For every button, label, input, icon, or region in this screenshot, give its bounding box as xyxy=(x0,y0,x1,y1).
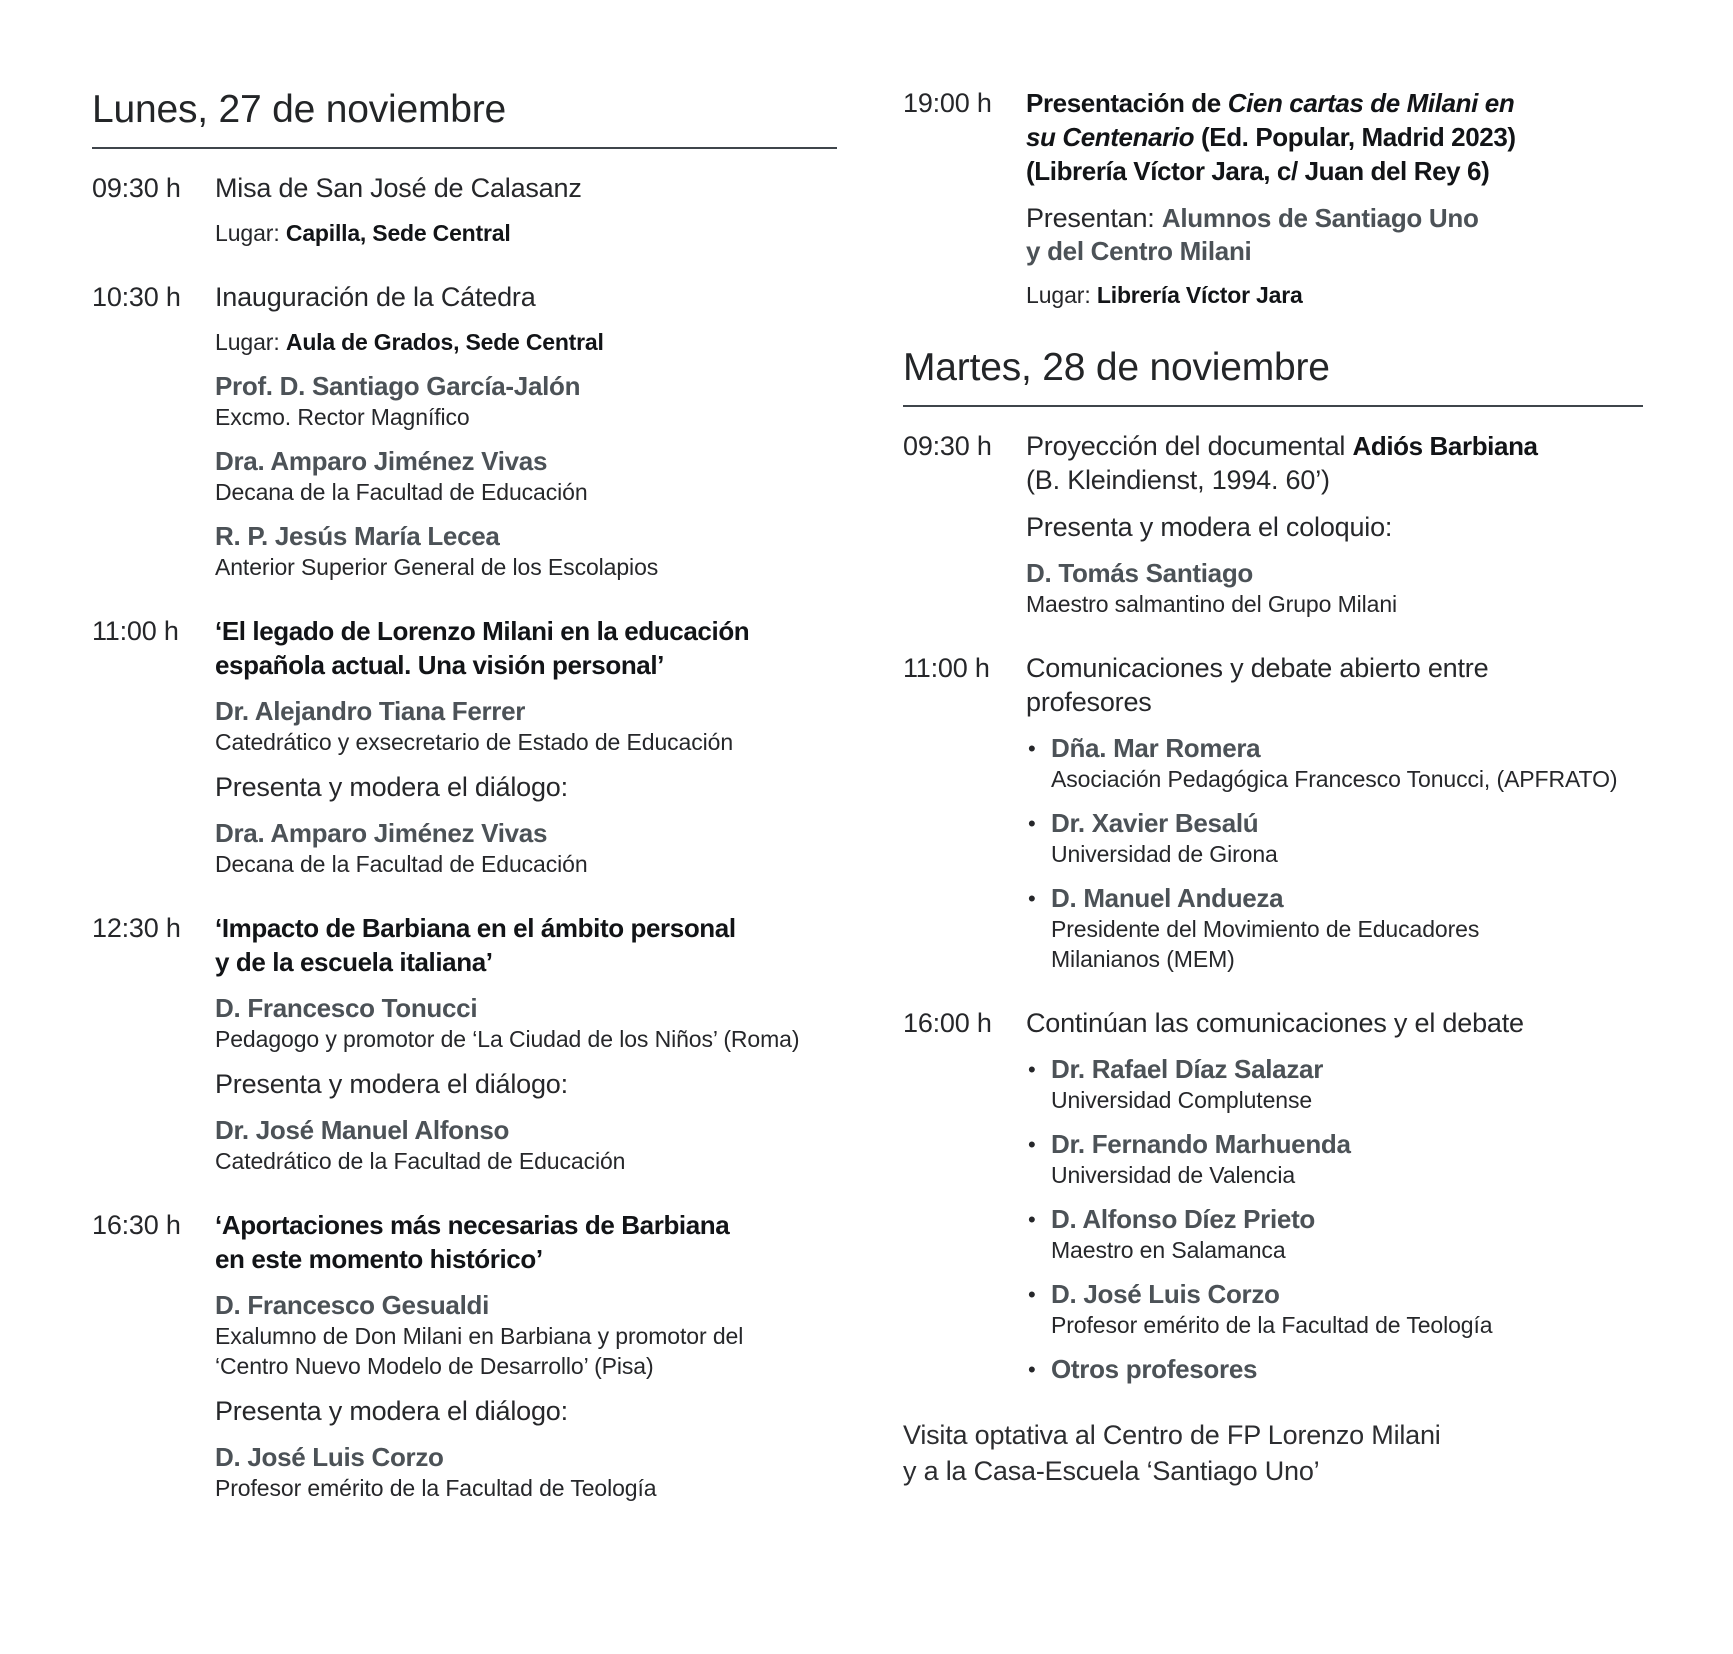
text-line xyxy=(215,1441,837,1473)
event-time: 10:30 h xyxy=(92,282,181,312)
text-segment: Lugar: xyxy=(215,329,286,355)
text-line xyxy=(215,1473,837,1503)
text-segment: Presenta y modera el diálogo: xyxy=(215,1069,568,1099)
schedule-event xyxy=(903,1006,1643,1385)
text-line xyxy=(1051,1128,1643,1160)
schedule-event xyxy=(903,651,1643,974)
text-segment: Dr. Rafael Díaz Salazar xyxy=(1051,1054,1324,1084)
text-line xyxy=(215,402,837,432)
text-line xyxy=(215,849,837,879)
text-line xyxy=(215,945,837,979)
text-segment: Continúan las comunicaciones y el debate xyxy=(1026,1008,1524,1038)
text-line xyxy=(1051,1203,1643,1235)
event-group xyxy=(215,614,837,682)
event-group xyxy=(215,1394,837,1428)
text-line xyxy=(1051,1310,1643,1340)
text-line xyxy=(215,695,837,727)
text-line xyxy=(215,1242,837,1276)
text-segment: Otros profesores xyxy=(1051,1354,1258,1384)
schedule-event xyxy=(903,429,1643,619)
event-group xyxy=(215,1208,837,1276)
speaker-bullet-item xyxy=(1026,732,1643,794)
text-segment: Comunicaciones y debate abierto entre xyxy=(1026,653,1489,683)
event-group xyxy=(215,171,837,205)
schedule-event xyxy=(92,614,837,879)
event-group xyxy=(1026,1006,1643,1040)
text-line xyxy=(215,1024,837,1054)
text-line: y a la Casa-Escuela ‘Santiago Uno’ xyxy=(903,1456,1320,1486)
text-line xyxy=(1026,280,1643,310)
text-line xyxy=(1051,807,1643,839)
event-group xyxy=(215,1441,837,1503)
column-monday xyxy=(92,86,837,1535)
text-segment: Dra. Amparo Jiménez Vivas xyxy=(215,446,548,476)
bullet-dot-icon: • xyxy=(1028,1357,1036,1382)
text-segment: D. José Luis Corzo xyxy=(1051,1279,1280,1309)
text-segment: Prof. D. Santiago García-Jalón xyxy=(215,371,581,401)
text-line xyxy=(1051,1353,1643,1385)
text-segment: Pedagogo y promotor de ‘La Ciudad de los Niños’ (Roma) xyxy=(215,1026,800,1052)
text-line xyxy=(215,614,837,648)
text-segment: Alumnos de Santiago Uno xyxy=(1161,203,1479,233)
text-line xyxy=(1051,1278,1643,1310)
text-line xyxy=(215,727,837,757)
event-group xyxy=(215,327,837,357)
text-line xyxy=(1026,651,1643,685)
speaker-bullet-item xyxy=(1026,1128,1643,1190)
text-segment: Dra. Amparo Jiménez Vivas xyxy=(215,818,548,848)
text-segment: D. José Luis Corzo xyxy=(215,1442,444,1472)
event-time: 09:30 h xyxy=(903,431,992,461)
speaker-bullet-item xyxy=(1026,1278,1643,1340)
text-line xyxy=(215,1321,837,1351)
text-line xyxy=(215,1289,837,1321)
event-group xyxy=(215,695,837,757)
text-segment: Decana de la Facultad de Educación xyxy=(215,479,588,505)
event-time: 11:00 h xyxy=(92,616,179,646)
event-group xyxy=(1026,510,1643,544)
text-line xyxy=(1051,882,1643,914)
event-group xyxy=(215,370,837,432)
text-segment: Dr. Xavier Besalú xyxy=(1051,808,1259,838)
text-segment: Presenta y modera el coloquio: xyxy=(1026,512,1393,542)
text-line xyxy=(215,218,837,248)
event-time: 11:00 h xyxy=(903,653,990,683)
schedule-event xyxy=(903,86,1643,310)
text-line xyxy=(215,1208,837,1242)
text-segment: D. Tomás Santiago xyxy=(1026,558,1254,588)
event-content xyxy=(215,614,837,879)
event-group xyxy=(215,817,837,879)
text-segment: Asociación Pedagógica Francesco Tonucci, (APFRATO) xyxy=(1051,766,1618,792)
text-line xyxy=(1051,1053,1643,1085)
text-segment: ‘El legado de Lorenzo Milani en la educación xyxy=(215,616,750,646)
text-line xyxy=(215,1067,837,1101)
speaker-bullet-item xyxy=(1026,807,1643,869)
text-line: Visita optativa al Centro de FP Lorenzo Milani xyxy=(903,1420,1441,1450)
text-line xyxy=(215,445,837,477)
text-line xyxy=(215,1394,837,1428)
event-group xyxy=(215,445,837,507)
text-line xyxy=(1026,154,1643,188)
text-line xyxy=(215,817,837,849)
text-segment: Proyección del documental xyxy=(1026,431,1353,461)
text-segment: Maestro en Salamanca xyxy=(1051,1237,1286,1263)
text-line xyxy=(1026,235,1643,267)
text-segment: Milanianos (MEM) xyxy=(1051,946,1235,972)
event-time: 19:00 h xyxy=(903,88,992,118)
event-group xyxy=(215,770,837,804)
event-content xyxy=(215,1208,837,1503)
text-segment: D. Francesco Tonucci xyxy=(215,993,478,1023)
text-line xyxy=(1051,764,1643,794)
text-segment: profesores xyxy=(1026,687,1152,717)
bullet-dot-icon: • xyxy=(1028,886,1036,911)
event-group xyxy=(215,1289,837,1381)
text-segment: española actual. Una visión personal’ xyxy=(215,650,665,680)
event-group xyxy=(215,1114,837,1176)
text-segment: Cien cartas de Milani en xyxy=(1227,88,1515,118)
event-group xyxy=(215,992,837,1054)
text-line xyxy=(1026,201,1643,235)
schedule-event xyxy=(92,280,837,582)
text-segment: Dr. José Manuel Alfonso xyxy=(215,1115,510,1145)
day-header: Lunes, 27 de noviembre xyxy=(92,86,837,149)
text-line xyxy=(215,1351,837,1381)
day-header: Martes, 28 de noviembre xyxy=(903,344,1643,407)
event-group xyxy=(1026,201,1643,267)
text-line xyxy=(215,520,837,552)
text-segment: Profesor emérito de la Facultad de Teología xyxy=(215,1475,657,1501)
text-segment: Dña. Mar Romera xyxy=(1051,733,1261,763)
event-group xyxy=(1026,429,1643,497)
bullet-dot-icon: • xyxy=(1028,1132,1036,1157)
event-content xyxy=(215,171,837,248)
event-time: 16:30 h xyxy=(92,1210,181,1240)
text-line xyxy=(1051,914,1643,944)
text-line xyxy=(215,370,837,402)
text-line xyxy=(215,477,837,507)
text-line xyxy=(1026,557,1643,589)
schedule-event xyxy=(92,1208,837,1503)
text-segment: Aula de Grados, Sede Central xyxy=(285,329,604,355)
text-line xyxy=(215,327,837,357)
text-line xyxy=(1026,86,1643,120)
text-line xyxy=(1026,510,1643,544)
text-segment: y de la escuela italiana’ xyxy=(215,947,493,977)
text-line xyxy=(1051,732,1643,764)
speaker-bullet-item xyxy=(1026,1053,1643,1115)
text-segment: Inauguración de la Cátedra xyxy=(215,282,536,312)
bullet-dot-icon: • xyxy=(1028,1207,1036,1232)
text-segment: Adiós Barbiana xyxy=(1352,431,1538,461)
event-content xyxy=(1026,1006,1643,1385)
text-segment: Maestro salmantino del Grupo Milani xyxy=(1026,591,1398,617)
text-segment: Dr. Fernando Marhuenda xyxy=(1051,1129,1351,1159)
text-line xyxy=(1026,589,1643,619)
text-line xyxy=(215,552,837,582)
text-line xyxy=(1051,1085,1643,1115)
text-segment: Librería Víctor Jara xyxy=(1096,282,1303,308)
text-segment: Exalumno de Don Milani en Barbiana y promotor del xyxy=(215,1323,744,1349)
text-segment: Excmo. Rector Magnífico xyxy=(215,404,470,430)
text-line xyxy=(1026,120,1643,154)
text-segment: su Centenario xyxy=(1026,122,1201,152)
text-segment: Dr. Alejandro Tiana Ferrer xyxy=(215,696,526,726)
text-line xyxy=(1051,839,1643,869)
event-group xyxy=(1026,651,1643,719)
text-line xyxy=(215,992,837,1024)
event-content xyxy=(215,280,837,582)
text-line xyxy=(1026,1006,1643,1040)
text-segment: ‘Centro Nuevo Modelo de Desarrollo’ (Pisa) xyxy=(215,1353,654,1379)
text-segment: en este momento histórico’ xyxy=(215,1244,543,1274)
text-segment: (Ed. Popular, Madrid 2023) xyxy=(1201,122,1516,152)
text-segment: Presentan: xyxy=(1026,203,1162,233)
text-line xyxy=(215,1146,837,1176)
event-content xyxy=(1026,651,1643,974)
text-segment: (B. Kleindienst, 1994. 60’) xyxy=(1026,465,1330,495)
text-line xyxy=(215,648,837,682)
text-segment: Catedrático de la Facultad de Educación xyxy=(215,1148,626,1174)
text-line xyxy=(215,911,837,945)
bullet-dot-icon: • xyxy=(1028,736,1036,761)
text-line xyxy=(215,1114,837,1146)
event-group xyxy=(215,520,837,582)
text-line xyxy=(1051,1235,1643,1265)
event-group xyxy=(1026,557,1643,619)
schedule-event xyxy=(92,911,837,1176)
text-segment: Catedrático y exsecretario de Estado de Educación xyxy=(215,729,734,755)
text-segment: Presenta y modera el diálogo: xyxy=(215,1396,568,1426)
text-segment: Universidad de Girona xyxy=(1051,841,1278,867)
text-segment: D. Manuel Andueza xyxy=(1051,883,1284,913)
optional-visit-note xyxy=(903,1417,1643,1489)
speaker-bullet-item xyxy=(1026,882,1643,974)
event-time: 16:00 h xyxy=(903,1008,992,1038)
event-group xyxy=(215,911,837,979)
event-content xyxy=(1026,86,1643,310)
event-time: 12:30 h xyxy=(92,913,181,943)
text-line xyxy=(1051,1160,1643,1190)
bullet-dot-icon: • xyxy=(1028,811,1036,836)
column-tuesday xyxy=(903,86,1643,1489)
speaker-bullet-item xyxy=(1026,1203,1643,1265)
event-group xyxy=(215,1067,837,1101)
text-segment: ‘Aportaciones más necesarias de Barbiana xyxy=(215,1210,730,1240)
text-segment: Lugar: xyxy=(1026,282,1097,308)
bullet-dot-icon: • xyxy=(1028,1057,1036,1082)
bullet-dot-icon: • xyxy=(1028,1282,1036,1307)
text-segment: R. P. Jesús María Lecea xyxy=(215,521,500,551)
event-content xyxy=(1026,429,1643,619)
text-line xyxy=(1026,429,1643,463)
text-segment: Presentación de xyxy=(1026,88,1228,118)
text-segment: Anterior Superior General de los Escolapios xyxy=(215,554,659,580)
text-line xyxy=(215,280,837,314)
text-segment: Capilla, Sede Central xyxy=(285,220,511,246)
text-segment: y del Centro Milani xyxy=(1026,236,1252,266)
event-group xyxy=(1026,86,1643,188)
text-line xyxy=(1051,944,1643,974)
event-time: 09:30 h xyxy=(92,173,181,203)
text-segment: Universidad de Valencia xyxy=(1051,1162,1296,1188)
text-segment: Presenta y modera el diálogo: xyxy=(215,772,568,802)
text-line xyxy=(1026,685,1643,719)
event-content xyxy=(215,911,837,1176)
text-segment: Decana de la Facultad de Educación xyxy=(215,851,588,877)
event-group xyxy=(215,280,837,314)
event-group xyxy=(1026,280,1643,310)
text-segment: D. Alfonso Díez Prieto xyxy=(1051,1204,1316,1234)
schedule-event xyxy=(92,171,837,248)
text-line xyxy=(1026,463,1643,497)
text-segment: Misa de San José de Calasanz xyxy=(215,173,582,203)
speaker-bullet-item xyxy=(1026,1353,1643,1385)
text-segment: Profesor emérito de la Facultad de Teología xyxy=(1051,1312,1493,1338)
text-segment: Presidente del Movimiento de Educadores xyxy=(1051,916,1480,942)
text-segment: ‘Impacto de Barbiana en el ámbito personal xyxy=(215,913,736,943)
event-group xyxy=(215,218,837,248)
text-segment: D. Francesco Gesualdi xyxy=(215,1290,490,1320)
text-segment: Universidad Complutense xyxy=(1051,1087,1313,1113)
text-segment: (Librería Víctor Jara, c/ Juan del Rey 6) xyxy=(1026,156,1490,186)
text-line xyxy=(215,770,837,804)
text-line xyxy=(215,171,837,205)
text-segment: Lugar: xyxy=(215,220,286,246)
